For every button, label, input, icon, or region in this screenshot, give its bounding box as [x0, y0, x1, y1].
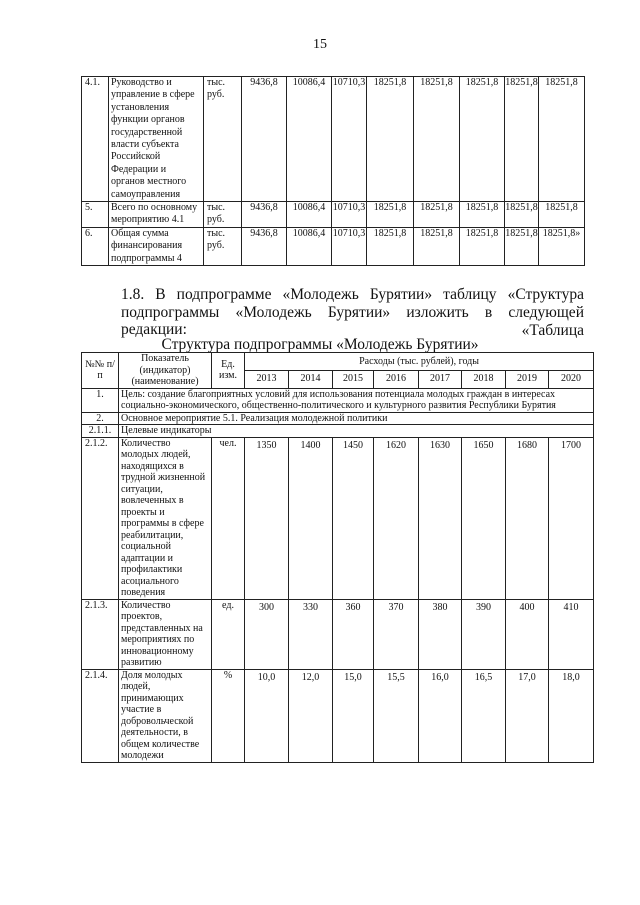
targets-num: 2.1.1.: [82, 425, 119, 438]
row-value: 10086,4: [287, 227, 332, 265]
table-label: «Таблица: [521, 322, 584, 339]
row-value: 16,5: [462, 669, 506, 762]
header-year: 2014: [289, 370, 333, 388]
goal-text: Цель: создание благоприятных условий для использования потенциала молодых граждан в интересах социально-экономического, общественно-политического и культурного развития Республики Бурятия: [119, 388, 594, 412]
funding-table: [81, 76, 585, 266]
header-year: 2015: [333, 370, 374, 388]
event-text: Основное мероприятие 5.1. Реализация молодежной политики: [119, 412, 594, 425]
row-name: Доля молодых людей, принимающих участие в добровольческой деятельности, в общем количестве молодежи: [119, 669, 212, 762]
row-value: 1350: [245, 437, 289, 599]
paragraph-text: 1.8. В подпрограмме «Молодежь Бурятии» таблицу «Структура подпрограммы «Молодежь Бурятии» изложить в следующей редакции:: [121, 286, 584, 338]
row-value: 10086,4: [287, 202, 332, 228]
table-title: Структура подпрограммы «Молодежь Бурятии»: [161, 336, 479, 353]
header-unit: Ед. изм.: [212, 353, 245, 389]
header-year: 2020: [549, 370, 594, 388]
row-name: Общая сумма финансирования подпрограммы 4: [109, 227, 204, 265]
row-value: 10086,4: [287, 77, 332, 202]
row-value: 18251,8: [414, 77, 460, 202]
row-value: 18251,8»: [539, 227, 585, 265]
row-value: 10710,3: [332, 202, 367, 228]
table-row: [82, 227, 585, 265]
row-value: 9436,8: [242, 202, 287, 228]
row-unit: тыс. руб.: [204, 202, 242, 228]
row-value: 1630: [419, 437, 462, 599]
row-value: 10,0: [245, 669, 289, 762]
row-unit: тыс. руб.: [204, 77, 242, 202]
row-value: 12,0: [289, 669, 333, 762]
amendment-paragraph: [81, 286, 584, 339]
table-row: [82, 437, 594, 599]
row-value: 1620: [374, 437, 419, 599]
row-number: 5.: [82, 202, 109, 228]
row-value: 18251,8: [505, 77, 539, 202]
row-value: 18,0: [549, 669, 594, 762]
row-name: Руководство и управление в сфере установления функции органов государственной власти субъекта Российской Федерации и органов местного самоуправления: [109, 77, 204, 202]
header-year: 2017: [419, 370, 462, 388]
row-number: 2.1.4.: [82, 669, 119, 762]
row-value: 410: [549, 599, 594, 669]
row-value: 1700: [549, 437, 594, 599]
row-value: 380: [419, 599, 462, 669]
row-value: 400: [506, 599, 549, 669]
row-value: 17,0: [506, 669, 549, 762]
row-value: 9436,8: [242, 227, 287, 265]
row-value: 1680: [506, 437, 549, 599]
row-unit: чел.: [212, 437, 245, 599]
row-value: 1450: [333, 437, 374, 599]
row-value: 10710,3: [332, 227, 367, 265]
header-year: 2013: [245, 370, 289, 388]
row-value: 10710,3: [332, 77, 367, 202]
row-number: 4.1.: [82, 77, 109, 202]
row-value: 18251,8: [460, 77, 505, 202]
row-value: 18251,8: [539, 77, 585, 202]
table-row: [82, 599, 594, 669]
row-value: 330: [289, 599, 333, 669]
row-value: 300: [245, 599, 289, 669]
row-value: 1650: [462, 437, 506, 599]
row-name: Количество молодых людей, находящихся в трудной жизненной ситуации, вовлеченных в проекты и программы в сфере реабилитации, социальной адаптации и профилактики асоциального поведения: [119, 437, 212, 599]
event-num: 2.: [82, 412, 119, 425]
row-name: Всего по основному мероприятию 4.1: [109, 202, 204, 228]
goal-num: 1.: [82, 388, 119, 412]
row-value: 18251,8: [505, 227, 539, 265]
row-unit: ед.: [212, 599, 245, 669]
table-row: [82, 669, 594, 762]
row-value: 16,0: [419, 669, 462, 762]
row-value: 18251,8: [414, 227, 460, 265]
header-expenses: Расходы (тыс. рублей), годы: [245, 353, 594, 371]
row-value: 18251,8: [367, 202, 414, 228]
row-value: 18251,8: [414, 202, 460, 228]
row-value: 390: [462, 599, 506, 669]
row-unit: %: [212, 669, 245, 762]
row-value: 18251,8: [460, 227, 505, 265]
row-value: 18251,8: [460, 202, 505, 228]
row-unit: тыс. руб.: [204, 227, 242, 265]
row-value: 18251,8: [539, 202, 585, 228]
page-number: 15: [313, 37, 327, 52]
table-row: [82, 77, 585, 202]
header-year: 2018: [462, 370, 506, 388]
row-value: 370: [374, 599, 419, 669]
row-value: 360: [333, 599, 374, 669]
header-indicator: Показатель (индикатор) (наименование): [119, 353, 212, 389]
row-number: 2.1.2.: [82, 437, 119, 599]
row-name: Количество проектов, представленных на мероприятиях по инновационному развитию: [119, 599, 212, 669]
header-num: №№ п/п: [82, 353, 119, 389]
row-value: 18251,8: [505, 202, 539, 228]
row-value: 9436,8: [242, 77, 287, 202]
targets-text: Целевые индикаторы: [119, 425, 594, 438]
table-row: [82, 202, 585, 228]
row-value: 18251,8: [367, 227, 414, 265]
row-value: 15,5: [374, 669, 419, 762]
row-value: 18251,8: [367, 77, 414, 202]
header-year: 2016: [374, 370, 419, 388]
row-value: 1400: [289, 437, 333, 599]
structure-table: [81, 352, 594, 763]
row-number: 6.: [82, 227, 109, 265]
row-number: 2.1.3.: [82, 599, 119, 669]
header-year: 2019: [506, 370, 549, 388]
row-value: 15,0: [333, 669, 374, 762]
